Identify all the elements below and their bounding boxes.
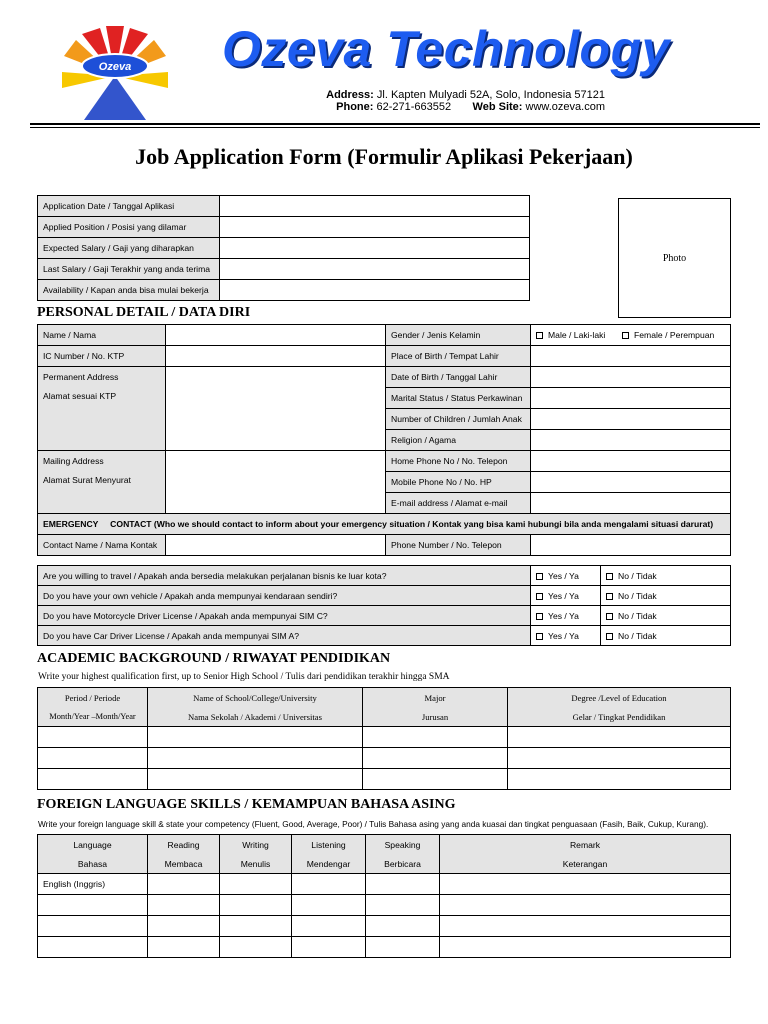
major-cell[interactable]: [363, 769, 508, 790]
availability-label: Availability / Kapan anda bisa mulai bekerja: [38, 280, 220, 301]
period-cell[interactable]: [38, 748, 148, 769]
personal-table: [37, 324, 731, 556]
vehicle-no-option[interactable]: [601, 586, 731, 606]
remark-cell[interactable]: [440, 895, 731, 916]
ktp-address-text: Alamat sesuai KTP: [43, 391, 117, 401]
degree-cell[interactable]: [508, 727, 731, 748]
degree-header: [508, 688, 731, 727]
language-note: Write your foreign language skill & state your competency (Fluent, Good, Average, Poor) / Tulis Bahasa asing yang anda kuasai dan tingkat penguasaan (Fasih, Baik, Cukup, Kurang).: [38, 819, 709, 829]
phone-label: Phone:: [336, 101, 374, 113]
listening-cell[interactable]: [292, 895, 366, 916]
speaking-header: [366, 835, 440, 874]
speaking-header-text: Speaking: [384, 839, 421, 850]
contact-phone-label: Phone Number / No. Telepon: [386, 535, 531, 556]
expected-salary-field[interactable]: [220, 238, 530, 259]
applied-position-label: Applied Position / Posisi yang dilamar: [38, 217, 220, 238]
remark-cell[interactable]: [440, 916, 731, 937]
reading-cell[interactable]: [148, 916, 220, 937]
address-label: Address:: [326, 89, 374, 101]
table-row: [38, 748, 731, 769]
listening-header-text: Listening: [311, 839, 346, 850]
language-header-text: Language: [73, 839, 112, 850]
company-name: Ozeva Technology: [222, 21, 670, 77]
reading-cell[interactable]: [148, 937, 220, 958]
religion-field[interactable]: [531, 430, 731, 451]
question-car-license: Do you have Car Driver License / Apakah anda mempunyai SIM A?: [38, 626, 531, 646]
car-no-checkbox[interactable]: [606, 633, 613, 640]
language-table: [37, 834, 731, 958]
header-divider: [30, 123, 760, 125]
period-cell[interactable]: [38, 727, 148, 748]
academic-section-title: ACADEMIC BACKGROUND / RIWAYAT PENDIDIKAN: [37, 651, 391, 666]
school-header: [148, 688, 363, 727]
mailing-address-field[interactable]: [166, 451, 386, 514]
website-value[interactable]: www.ozeva.com: [525, 101, 605, 113]
gender-options: [531, 325, 731, 346]
expected-salary-label: Expected Salary / Gaji yang diharapkan: [38, 238, 220, 259]
photo-box[interactable]: [618, 198, 731, 318]
last-salary-label: Last Salary / Gaji Terakhir yang anda terima: [38, 259, 220, 280]
children-label: Number of Children / Jumlah Anak: [386, 409, 531, 430]
period-cell[interactable]: [38, 769, 148, 790]
yes-label: Yes / Ya: [548, 610, 579, 621]
major-cell[interactable]: [363, 748, 508, 769]
last-salary-field[interactable]: [220, 259, 530, 280]
marital-status-field[interactable]: [531, 388, 731, 409]
car-no-option[interactable]: [601, 626, 731, 646]
table-row: [38, 937, 731, 958]
speaking-cell[interactable]: [366, 937, 440, 958]
mailing-address-label: [38, 451, 166, 514]
reading-header-sub: Membaca: [164, 858, 203, 869]
name-field[interactable]: [166, 325, 386, 346]
female-option[interactable]: [622, 330, 714, 340]
ic-number-field[interactable]: [166, 346, 386, 367]
listening-cell[interactable]: [292, 937, 366, 958]
major-header-sub: Jurusan: [421, 711, 449, 722]
application-date-field[interactable]: [220, 196, 530, 217]
writing-cell[interactable]: [220, 874, 292, 895]
yes-label: Yes / Ya: [548, 590, 579, 601]
questions-table: [37, 565, 731, 646]
period-header: [38, 688, 148, 727]
question-vehicle: Do you have your own vehicle / Apakah anda mempunyai kendaraan sendiri?: [38, 586, 531, 606]
language-header-sub: Bahasa: [77, 858, 108, 869]
car-yes-checkbox[interactable]: [536, 633, 543, 640]
academic-note: Write your highest qualification first, up to Senior High School / Tulis dari pendidikan terakhir hingga SMA: [38, 672, 450, 682]
personal-section-title: PERSONAL DETAIL / DATA DIRI: [37, 305, 251, 320]
degree-header-sub: Gelar / Tingkat Pendidikan: [572, 711, 666, 722]
permanent-address-label: [38, 367, 166, 451]
language-cell[interactable]: [38, 937, 148, 958]
listening-cell[interactable]: [292, 874, 366, 895]
female-checkbox[interactable]: [622, 332, 629, 339]
school-cell[interactable]: [148, 769, 363, 790]
logo-text: Ozeva: [98, 61, 132, 73]
listening-header-sub: Mendengar: [306, 858, 351, 869]
school-header-sub: Nama Sekolah / Akademi / Universitas: [188, 711, 322, 722]
birth-date-field[interactable]: [531, 367, 731, 388]
motorcycle-no-checkbox[interactable]: [606, 613, 613, 620]
listening-header: [292, 835, 366, 874]
female-label: Female / Perempuan: [634, 330, 715, 340]
contact-phone-field[interactable]: [531, 535, 731, 556]
no-label: No / Tidak: [618, 590, 657, 601]
male-option[interactable]: [536, 330, 605, 340]
travel-yes-checkbox[interactable]: [536, 573, 543, 580]
home-phone-label: Home Phone No / No. Telepon: [386, 451, 531, 472]
major-header: [363, 688, 508, 727]
birth-date-label: Date of Birth / Tanggal Lahir: [386, 367, 531, 388]
speaking-cell[interactable]: [366, 874, 440, 895]
language-cell[interactable]: English (Inggris): [38, 874, 148, 895]
children-field[interactable]: [531, 409, 731, 430]
remark-cell[interactable]: [440, 937, 731, 958]
contact-name-label: Contact Name / Nama Kontak: [38, 535, 166, 556]
writing-header: [220, 835, 292, 874]
motorcycle-yes-option[interactable]: [531, 606, 601, 626]
email-field[interactable]: [531, 493, 731, 514]
writing-header-sub: Menulis: [240, 858, 271, 869]
remark-header-sub: Keterangan: [562, 858, 608, 869]
availability-field[interactable]: [220, 280, 530, 301]
language-section-title: FOREIGN LANGUAGE SKILLS / KEMAMPUAN BAHASA ASING: [37, 797, 456, 812]
ozeva-logo: [62, 26, 168, 120]
phone-value: 62-271-663552: [376, 101, 452, 113]
school-header-text: Name of School/College/University: [193, 692, 317, 703]
school-cell[interactable]: [148, 727, 363, 748]
major-header-text: Major: [424, 692, 446, 703]
vehicle-no-checkbox[interactable]: [606, 593, 613, 600]
language-cell[interactable]: [38, 916, 148, 937]
mobile-phone-field[interactable]: [531, 472, 731, 493]
academic-table: [37, 687, 731, 790]
no-label: No / Tidak: [618, 610, 657, 621]
mobile-phone-label: Mobile Phone No / No. HP: [386, 472, 531, 493]
permanent-address-field[interactable]: [166, 367, 386, 451]
religion-label: Religion / Agama: [386, 430, 531, 451]
reading-header: [148, 835, 220, 874]
remark-cell[interactable]: [440, 874, 731, 895]
gender-label: Gender / Jenis Kelamin: [386, 325, 531, 346]
mailing-address-id-text: Alamat Surat Menyurat: [43, 475, 131, 485]
reading-cell[interactable]: [148, 895, 220, 916]
header-divider-thin: [30, 127, 760, 128]
reading-header-text: Reading: [167, 839, 200, 850]
home-phone-field[interactable]: [531, 451, 731, 472]
application-table: [37, 195, 530, 301]
application-date-label: Application Date / Tanggal Aplikasi: [38, 196, 220, 217]
question-motorcycle-license: Do you have Motorcycle Driver License / Apakah anda mempunyai SIM C?: [38, 606, 531, 626]
car-yes-option[interactable]: [531, 626, 601, 646]
remark-header: [440, 835, 731, 874]
listening-cell[interactable]: [292, 916, 366, 937]
contact-line: [336, 101, 605, 113]
no-label: No / Tidak: [618, 570, 657, 581]
reading-cell[interactable]: [148, 874, 220, 895]
vehicle-yes-checkbox[interactable]: [536, 593, 543, 600]
writing-cell[interactable]: [220, 895, 292, 916]
no-label: No / Tidak: [618, 630, 657, 641]
website-label: Web Site:: [472, 101, 523, 113]
ic-number-label: IC Number / No. KTP: [38, 346, 166, 367]
motorcycle-yes-checkbox[interactable]: [536, 613, 543, 620]
degree-header-text: Degree /Level of Education: [571, 692, 667, 703]
writing-cell[interactable]: [220, 916, 292, 937]
speaking-cell[interactable]: [366, 895, 440, 916]
permanent-address-text: Permanent Address: [43, 372, 119, 382]
speaking-header-sub: Berbicara: [384, 858, 421, 869]
birth-place-field[interactable]: [531, 346, 731, 367]
remark-header-text: Remark: [569, 839, 601, 850]
question-travel: Are you willing to travel / Apakah anda bersedia melakukan perjalanan bisnis ke luar kota?: [38, 566, 531, 586]
speaking-cell[interactable]: [366, 916, 440, 937]
table-row: [38, 769, 731, 790]
degree-cell[interactable]: [508, 769, 731, 790]
period-header-sub: Month/Year –Month/Year: [49, 711, 136, 721]
table-row: [38, 895, 731, 916]
writing-cell[interactable]: [220, 937, 292, 958]
contact-name-field[interactable]: [166, 535, 386, 556]
writing-header-text: Writing: [242, 839, 269, 850]
mailing-address-text: Mailing Address: [43, 456, 104, 466]
travel-yes-option[interactable]: [531, 566, 601, 586]
address-line: [326, 89, 605, 101]
table-row: [38, 916, 731, 937]
address-value: Jl. Kapten Mulyadi 52A, Solo, Indonesia 57121: [376, 89, 605, 101]
photo-label: Photo: [662, 252, 687, 264]
degree-cell[interactable]: [508, 748, 731, 769]
birth-place-label: Place of Birth / Tempat Lahir: [386, 346, 531, 367]
major-cell[interactable]: [363, 727, 508, 748]
travel-no-checkbox[interactable]: [606, 573, 613, 580]
motorcycle-no-option[interactable]: [601, 606, 731, 626]
yes-label: Yes / Ya: [548, 630, 579, 641]
name-label: Name / Nama: [38, 325, 166, 346]
applied-position-field[interactable]: [220, 217, 530, 238]
marital-status-label: Marital Status / Status Perkawinan: [386, 388, 531, 409]
male-checkbox[interactable]: [536, 332, 543, 339]
table-row: [38, 727, 731, 748]
period-header-text: Period / Periode: [64, 692, 121, 703]
table-row: [38, 874, 731, 895]
language-header: [38, 835, 148, 874]
male-label: Male / Laki-laki: [548, 330, 606, 340]
school-cell[interactable]: [148, 748, 363, 769]
language-cell[interactable]: [38, 895, 148, 916]
emergency-contact-heading: EMERGENCY CONTACT (Who we should contact to inform about your emergency situation / Kontak yang bisa kami hubungi bila anda mengalami situasi darurat): [38, 514, 731, 535]
travel-no-option[interactable]: [601, 566, 731, 586]
email-label: E-mail address / Alamat e-mail: [386, 493, 531, 514]
form-title: Job Application Form (Formulir Aplikasi Pekerjaan): [135, 144, 633, 169]
yes-label: Yes / Ya: [548, 570, 579, 581]
vehicle-yes-option[interactable]: [531, 586, 601, 606]
